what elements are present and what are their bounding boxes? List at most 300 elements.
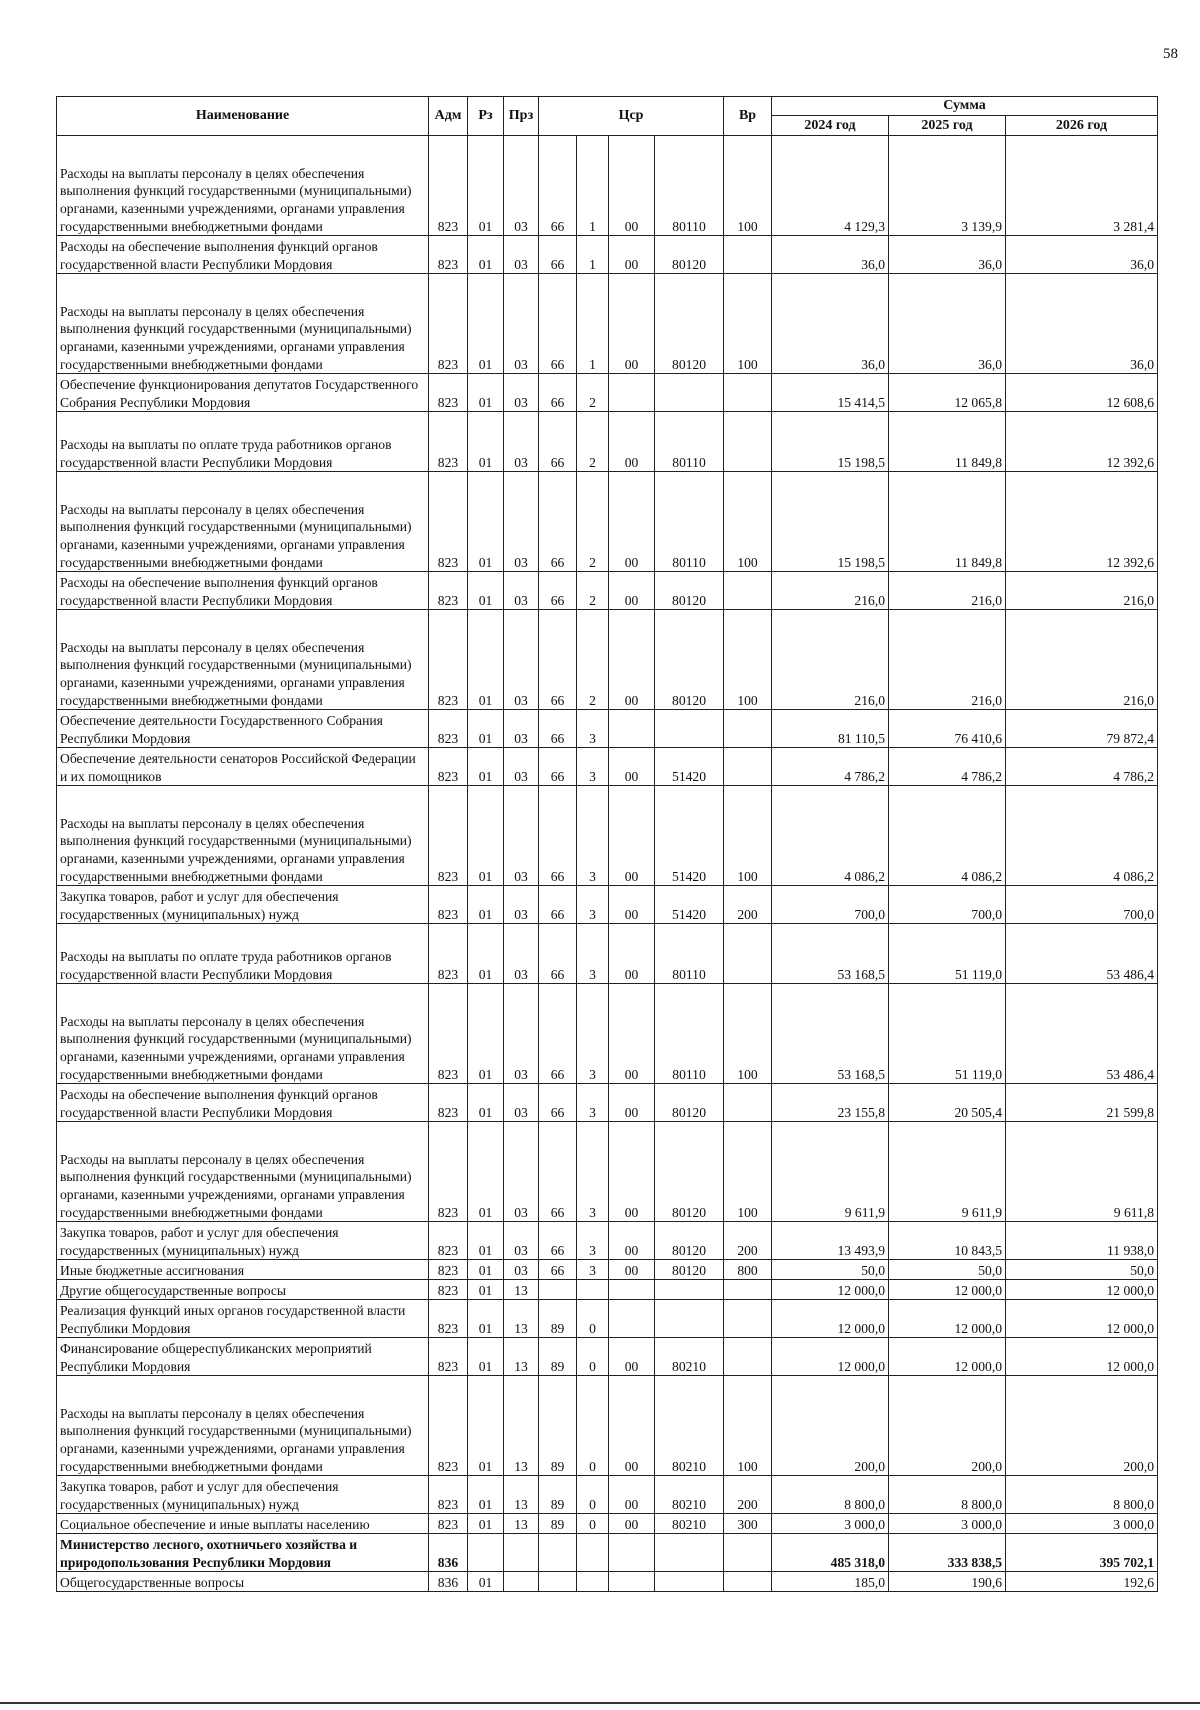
cell-csr-event: 00 — [609, 1514, 655, 1534]
cell-csr-direction: 80110 — [655, 472, 724, 572]
cell-sum-2025: 12 000,0 — [889, 1338, 1006, 1376]
cell-adm: 823 — [429, 572, 468, 610]
cell-vr — [724, 748, 772, 786]
cell-adm: 823 — [429, 1476, 468, 1514]
cell-csr-subprogram: 3 — [577, 1260, 609, 1280]
cell-sum-2026: 50,0 — [1006, 1260, 1158, 1280]
cell-sum-2024: 15 198,5 — [772, 412, 889, 472]
cell-csr-program: 89 — [539, 1476, 577, 1514]
cell-csr-program: 66 — [539, 274, 577, 374]
cell-sum-2026: 12 000,0 — [1006, 1280, 1158, 1300]
cell-csr-direction: 80120 — [655, 572, 724, 610]
cell-sum-2024: 4 129,3 — [772, 136, 889, 236]
cell-sum-2024: 12 000,0 — [772, 1300, 889, 1338]
cell-name: Расходы на выплаты по оплате труда работников органов государственной власти Республики Мордовия — [57, 924, 429, 984]
cell-rz: 01 — [468, 374, 504, 412]
cell-sum-2026: 700,0 — [1006, 886, 1158, 924]
cell-prz: 03 — [504, 274, 539, 374]
cell-adm: 823 — [429, 1084, 468, 1122]
cell-csr-subprogram: 3 — [577, 1222, 609, 1260]
cell-vr — [724, 1572, 772, 1592]
cell-name: Закупка товаров, работ и услуг для обеспечения государственных (муниципальных) нужд — [57, 1222, 429, 1260]
cell-csr-program: 66 — [539, 374, 577, 412]
cell-csr-subprogram: 2 — [577, 472, 609, 572]
cell-sum-2024: 36,0 — [772, 274, 889, 374]
cell-sum-2026: 21 599,8 — [1006, 1084, 1158, 1122]
cell-name: Расходы на выплаты персоналу в целях обеспечения выполнения функций государственными (муниципальными) органами, казенными учреждениями, органами управления государственными внебюджетными фондами — [57, 610, 429, 710]
cell-adm: 836 — [429, 1572, 468, 1592]
cell-rz: 01 — [468, 1572, 504, 1592]
cell-csr-subprogram — [577, 1572, 609, 1592]
cell-name: Министерство лесного, охотничьего хозяйства и природопользования Республики Мордовия — [57, 1534, 429, 1572]
cell-sum-2025: 216,0 — [889, 610, 1006, 710]
cell-csr-event: 00 — [609, 572, 655, 610]
cell-vr: 200 — [724, 1222, 772, 1260]
table-row — [57, 1476, 1158, 1514]
cell-csr-event: 00 — [609, 886, 655, 924]
cell-prz: 13 — [504, 1300, 539, 1338]
cell-csr-program: 66 — [539, 572, 577, 610]
cell-sum-2026: 11 938,0 — [1006, 1222, 1158, 1260]
cell-csr-direction: 80210 — [655, 1476, 724, 1514]
cell-name: Иные бюджетные ассигнования — [57, 1260, 429, 1280]
cell-csr-program: 89 — [539, 1300, 577, 1338]
cell-sum-2024: 485 318,0 — [772, 1534, 889, 1572]
cell-csr-program — [539, 1280, 577, 1300]
table-row — [57, 1084, 1158, 1122]
cell-rz: 01 — [468, 710, 504, 748]
cell-sum-2025: 36,0 — [889, 236, 1006, 274]
cell-sum-2026: 12 608,6 — [1006, 374, 1158, 412]
cell-csr-event: 00 — [609, 984, 655, 1084]
cell-vr: 800 — [724, 1260, 772, 1280]
cell-sum-2025: 10 843,5 — [889, 1222, 1006, 1260]
cell-csr-subprogram: 3 — [577, 748, 609, 786]
cell-csr-direction: 80120 — [655, 274, 724, 374]
cell-csr-event — [609, 710, 655, 748]
cell-sum-2024: 8 800,0 — [772, 1476, 889, 1514]
cell-prz: 13 — [504, 1376, 539, 1476]
cell-prz: 03 — [504, 748, 539, 786]
cell-csr-direction: 51420 — [655, 748, 724, 786]
cell-csr-subprogram: 3 — [577, 1122, 609, 1222]
cell-sum-2026: 8 800,0 — [1006, 1476, 1158, 1514]
cell-csr-program: 66 — [539, 886, 577, 924]
cell-sum-2026: 4 086,2 — [1006, 786, 1158, 886]
cell-vr — [724, 1534, 772, 1572]
cell-adm: 823 — [429, 1260, 468, 1280]
cell-rz: 01 — [468, 572, 504, 610]
header-year-2026: 2026 год — [1006, 116, 1158, 136]
table-row — [57, 1514, 1158, 1534]
cell-csr-program: 66 — [539, 610, 577, 710]
table-row — [57, 1260, 1158, 1280]
cell-csr-subprogram: 2 — [577, 412, 609, 472]
cell-prz: 03 — [504, 984, 539, 1084]
cell-rz — [468, 1534, 504, 1572]
cell-csr-program: 66 — [539, 748, 577, 786]
cell-vr — [724, 572, 772, 610]
cell-csr-event: 00 — [609, 1476, 655, 1514]
cell-name: Расходы на выплаты персоналу в целях обеспечения выполнения функций государственными (муниципальными) органами, казенными учреждениями, органами управления государственными внебюджетными фондами — [57, 786, 429, 886]
cell-sum-2024: 36,0 — [772, 236, 889, 274]
cell-sum-2024: 12 000,0 — [772, 1280, 889, 1300]
cell-prz: 03 — [504, 1122, 539, 1222]
cell-vr: 100 — [724, 1122, 772, 1222]
cell-csr-subprogram: 1 — [577, 236, 609, 274]
cell-adm: 823 — [429, 1514, 468, 1534]
cell-adm: 823 — [429, 136, 468, 236]
cell-name: Социальное обеспечение и иные выплаты населению — [57, 1514, 429, 1534]
table-row — [57, 1376, 1158, 1476]
cell-csr-direction — [655, 1572, 724, 1592]
cell-adm: 823 — [429, 1338, 468, 1376]
cell-csr-program: 66 — [539, 236, 577, 274]
cell-rz: 01 — [468, 472, 504, 572]
cell-csr-event: 00 — [609, 274, 655, 374]
cell-csr-event: 00 — [609, 412, 655, 472]
cell-sum-2024: 53 168,5 — [772, 984, 889, 1084]
cell-prz: 03 — [504, 236, 539, 274]
table-row — [57, 886, 1158, 924]
cell-csr-event: 00 — [609, 1260, 655, 1280]
cell-prz — [504, 1572, 539, 1592]
cell-vr — [724, 1084, 772, 1122]
cell-csr-event — [609, 1280, 655, 1300]
table-row — [57, 1300, 1158, 1338]
cell-vr — [724, 710, 772, 748]
cell-prz: 03 — [504, 886, 539, 924]
cell-adm: 823 — [429, 1122, 468, 1222]
cell-csr-event: 00 — [609, 1122, 655, 1222]
cell-rz: 01 — [468, 984, 504, 1084]
cell-prz: 03 — [504, 412, 539, 472]
cell-name: Финансирование общереспубликанских мероприятий Республики Мордовия — [57, 1338, 429, 1376]
cell-name: Общегосударственные вопросы — [57, 1572, 429, 1592]
cell-csr-direction — [655, 710, 724, 748]
cell-csr-subprogram: 3 — [577, 710, 609, 748]
table-row — [57, 572, 1158, 610]
cell-prz: 03 — [504, 710, 539, 748]
cell-name: Расходы на обеспечение выполнения функций органов государственной власти Республики Мордовия — [57, 572, 429, 610]
cell-csr-subprogram: 3 — [577, 886, 609, 924]
cell-adm: 836 — [429, 1534, 468, 1572]
cell-prz: 03 — [504, 572, 539, 610]
cell-csr-direction: 80210 — [655, 1338, 724, 1376]
cell-sum-2026: 12 000,0 — [1006, 1300, 1158, 1338]
cell-csr-subprogram: 1 — [577, 136, 609, 236]
cell-rz: 01 — [468, 1122, 504, 1222]
cell-csr-program: 89 — [539, 1338, 577, 1376]
cell-csr-subprogram: 2 — [577, 610, 609, 710]
cell-name: Другие общегосударственные вопросы — [57, 1280, 429, 1300]
cell-sum-2025: 20 505,4 — [889, 1084, 1006, 1122]
cell-csr-subprogram: 0 — [577, 1476, 609, 1514]
cell-csr-program: 66 — [539, 1260, 577, 1280]
cell-vr — [724, 1300, 772, 1338]
cell-adm: 823 — [429, 710, 468, 748]
header-csr: Цср — [539, 97, 724, 136]
header-prz: Прз — [504, 97, 539, 136]
table-row — [57, 984, 1158, 1084]
cell-sum-2025: 200,0 — [889, 1376, 1006, 1476]
cell-vr: 100 — [724, 274, 772, 374]
cell-csr-subprogram — [577, 1280, 609, 1300]
cell-csr-subprogram: 1 — [577, 274, 609, 374]
cell-csr-program: 66 — [539, 984, 577, 1084]
cell-csr-direction: 80110 — [655, 412, 724, 472]
cell-name: Расходы на выплаты по оплате труда работников органов государственной власти Республики Мордовия — [57, 412, 429, 472]
cell-prz: 03 — [504, 1222, 539, 1260]
cell-csr-program: 89 — [539, 1376, 577, 1476]
cell-vr: 100 — [724, 984, 772, 1084]
cell-name: Расходы на выплаты персоналу в целях обеспечения выполнения функций государственными (муниципальными) органами, казенными учреждениями, органами управления государственными внебюджетными фондами — [57, 136, 429, 236]
cell-name: Расходы на выплаты персоналу в целях обеспечения выполнения функций государственными (муниципальными) органами, казенными учреждениями, органами управления государственными внебюджетными фондами — [57, 274, 429, 374]
cell-sum-2025: 12 065,8 — [889, 374, 1006, 412]
cell-prz: 03 — [504, 472, 539, 572]
cell-rz: 01 — [468, 886, 504, 924]
cell-csr-direction — [655, 1300, 724, 1338]
cell-sum-2024: 185,0 — [772, 1572, 889, 1592]
cell-name: Расходы на выплаты персоналу в целях обеспечения выполнения функций государственными (муниципальными) органами, казенными учреждениями, органами управления государственными внебюджетными фондами — [57, 1122, 429, 1222]
header-sum: Сумма — [772, 97, 1158, 116]
cell-sum-2025: 700,0 — [889, 886, 1006, 924]
cell-vr: 100 — [724, 472, 772, 572]
cell-csr-event — [609, 1572, 655, 1592]
cell-sum-2024: 23 155,8 — [772, 1084, 889, 1122]
cell-csr-event: 00 — [609, 1222, 655, 1260]
cell-csr-program: 66 — [539, 786, 577, 886]
table-row — [57, 786, 1158, 886]
cell-csr-direction: 80110 — [655, 136, 724, 236]
cell-csr-event: 00 — [609, 1338, 655, 1376]
cell-prz: 13 — [504, 1280, 539, 1300]
cell-prz: 13 — [504, 1476, 539, 1514]
cell-sum-2025: 12 000,0 — [889, 1280, 1006, 1300]
cell-rz: 01 — [468, 1222, 504, 1260]
cell-sum-2026: 395 702,1 — [1006, 1534, 1158, 1572]
cell-sum-2025: 76 410,6 — [889, 710, 1006, 748]
cell-sum-2024: 15 414,5 — [772, 374, 889, 412]
cell-sum-2025: 190,6 — [889, 1572, 1006, 1592]
header-name: Наименование — [57, 97, 429, 136]
cell-sum-2026: 9 611,8 — [1006, 1122, 1158, 1222]
cell-csr-event: 00 — [609, 748, 655, 786]
cell-prz: 03 — [504, 924, 539, 984]
cell-rz: 01 — [468, 924, 504, 984]
cell-sum-2024: 3 000,0 — [772, 1514, 889, 1534]
table-row — [57, 1280, 1158, 1300]
cell-adm: 823 — [429, 610, 468, 710]
cell-adm: 823 — [429, 1222, 468, 1260]
cell-vr: 100 — [724, 1376, 772, 1476]
cell-rz: 01 — [468, 412, 504, 472]
cell-sum-2025: 8 800,0 — [889, 1476, 1006, 1514]
cell-rz: 01 — [468, 236, 504, 274]
header-rz: Рз — [468, 97, 504, 136]
cell-sum-2024: 4 786,2 — [772, 748, 889, 786]
cell-sum-2025: 9 611,9 — [889, 1122, 1006, 1222]
cell-vr: 100 — [724, 136, 772, 236]
table-row — [57, 610, 1158, 710]
cell-adm: 823 — [429, 924, 468, 984]
cell-sum-2025: 12 000,0 — [889, 1300, 1006, 1338]
cell-sum-2024: 50,0 — [772, 1260, 889, 1280]
cell-csr-event — [609, 1534, 655, 1572]
cell-sum-2025: 51 119,0 — [889, 984, 1006, 1084]
cell-adm: 823 — [429, 1300, 468, 1338]
cell-name: Реализация функций иных органов государственной власти Республики Мордовия — [57, 1300, 429, 1338]
cell-sum-2024: 4 086,2 — [772, 786, 889, 886]
cell-vr — [724, 374, 772, 412]
cell-csr-program: 66 — [539, 1222, 577, 1260]
cell-rz: 01 — [468, 1338, 504, 1376]
cell-csr-program: 66 — [539, 412, 577, 472]
cell-csr-event: 00 — [609, 610, 655, 710]
cell-csr-subprogram — [577, 1534, 609, 1572]
cell-sum-2024: 15 198,5 — [772, 472, 889, 572]
budget-table — [56, 96, 1158, 1592]
cell-csr-event: 00 — [609, 472, 655, 572]
cell-csr-subprogram: 2 — [577, 572, 609, 610]
cell-sum-2024: 13 493,9 — [772, 1222, 889, 1260]
cell-csr-program: 89 — [539, 1514, 577, 1534]
table-body — [57, 136, 1158, 1592]
cell-rz: 01 — [468, 274, 504, 374]
table-row — [57, 1222, 1158, 1260]
cell-csr-program: 66 — [539, 924, 577, 984]
cell-name: Обеспечение функционирования депутатов Государственного Собрания Республики Мордовия — [57, 374, 429, 412]
cell-sum-2026: 192,6 — [1006, 1572, 1158, 1592]
cell-vr: 100 — [724, 610, 772, 710]
cell-adm: 823 — [429, 274, 468, 374]
cell-csr-direction: 80210 — [655, 1376, 724, 1476]
cell-rz: 01 — [468, 1476, 504, 1514]
cell-csr-event: 00 — [609, 786, 655, 886]
page-number: 58 — [1163, 46, 1178, 62]
table-row — [57, 1534, 1158, 1572]
cell-csr-direction: 80120 — [655, 610, 724, 710]
cell-rz: 01 — [468, 1376, 504, 1476]
cell-sum-2025: 3 139,9 — [889, 136, 1006, 236]
cell-csr-subprogram: 0 — [577, 1300, 609, 1338]
cell-name: Закупка товаров, работ и услуг для обеспечения государственных (муниципальных) нужд — [57, 1476, 429, 1514]
cell-prz: 03 — [504, 1260, 539, 1280]
cell-sum-2025: 216,0 — [889, 572, 1006, 610]
cell-csr-direction: 80120 — [655, 1222, 724, 1260]
table-row — [57, 136, 1158, 236]
table-row — [57, 1572, 1158, 1592]
cell-vr: 200 — [724, 886, 772, 924]
cell-csr-direction: 80120 — [655, 236, 724, 274]
table-row — [57, 924, 1158, 984]
table-row — [57, 236, 1158, 274]
cell-csr-direction: 80110 — [655, 924, 724, 984]
cell-adm: 823 — [429, 412, 468, 472]
cell-csr-program: 66 — [539, 710, 577, 748]
cell-vr — [724, 1338, 772, 1376]
cell-adm: 823 — [429, 886, 468, 924]
cell-sum-2026: 53 486,4 — [1006, 924, 1158, 984]
cell-sum-2024: 700,0 — [772, 886, 889, 924]
cell-vr: 200 — [724, 1476, 772, 1514]
cell-csr-subprogram: 2 — [577, 374, 609, 412]
cell-adm: 823 — [429, 472, 468, 572]
cell-vr — [724, 412, 772, 472]
cell-sum-2025: 11 849,8 — [889, 472, 1006, 572]
cell-prz: 13 — [504, 1338, 539, 1376]
table-row — [57, 274, 1158, 374]
cell-csr-program: 66 — [539, 1084, 577, 1122]
cell-prz: 03 — [504, 786, 539, 886]
cell-sum-2026: 3 000,0 — [1006, 1514, 1158, 1534]
cell-name: Расходы на обеспечение выполнения функций органов государственной власти Республики Мордовия — [57, 1084, 429, 1122]
header-vr: Вр — [724, 97, 772, 136]
cell-rz: 01 — [468, 1280, 504, 1300]
cell-sum-2024: 53 168,5 — [772, 924, 889, 984]
cell-sum-2024: 9 611,9 — [772, 1122, 889, 1222]
cell-csr-event: 00 — [609, 1084, 655, 1122]
cell-rz: 01 — [468, 1260, 504, 1280]
cell-vr — [724, 924, 772, 984]
cell-prz — [504, 1534, 539, 1572]
cell-rz: 01 — [468, 748, 504, 786]
cell-sum-2025: 4 086,2 — [889, 786, 1006, 886]
cell-name: Расходы на обеспечение выполнения функций органов государственной власти Республики Мордовия — [57, 236, 429, 274]
cell-sum-2025: 11 849,8 — [889, 412, 1006, 472]
cell-name: Расходы на выплаты персоналу в целях обеспечения выполнения функций государственными (муниципальными) органами, казенными учреждениями, органами управления государственными внебюджетными фондами — [57, 1376, 429, 1476]
cell-name: Расходы на выплаты персоналу в целях обеспечения выполнения функций государственными (муниципальными) органами, казенными учреждениями, органами управления государственными внебюджетными фондами — [57, 472, 429, 572]
cell-sum-2026: 12 392,6 — [1006, 472, 1158, 572]
cell-adm: 823 — [429, 374, 468, 412]
cell-sum-2026: 200,0 — [1006, 1376, 1158, 1476]
cell-csr-event: 00 — [609, 1376, 655, 1476]
table-row — [57, 412, 1158, 472]
cell-prz: 03 — [504, 136, 539, 236]
cell-sum-2024: 216,0 — [772, 572, 889, 610]
cell-prz: 03 — [504, 610, 539, 710]
cell-sum-2025: 51 119,0 — [889, 924, 1006, 984]
cell-sum-2024: 81 110,5 — [772, 710, 889, 748]
cell-sum-2026: 53 486,4 — [1006, 984, 1158, 1084]
cell-sum-2025: 4 786,2 — [889, 748, 1006, 786]
cell-csr-direction — [655, 1534, 724, 1572]
cell-rz: 01 — [468, 1084, 504, 1122]
cell-adm: 823 — [429, 236, 468, 274]
header-year-2024: 2024 год — [772, 116, 889, 136]
cell-csr-program: 66 — [539, 472, 577, 572]
cell-sum-2024: 12 000,0 — [772, 1338, 889, 1376]
cell-adm: 823 — [429, 1376, 468, 1476]
cell-vr: 100 — [724, 786, 772, 886]
cell-csr-subprogram: 3 — [577, 786, 609, 886]
cell-sum-2026: 12 392,6 — [1006, 412, 1158, 472]
scan-border — [0, 1702, 1200, 1704]
cell-csr-direction — [655, 1280, 724, 1300]
cell-rz: 01 — [468, 136, 504, 236]
cell-csr-direction: 51420 — [655, 786, 724, 886]
table-row — [57, 472, 1158, 572]
table-row — [57, 1338, 1158, 1376]
cell-sum-2026: 3 281,4 — [1006, 136, 1158, 236]
cell-sum-2025: 50,0 — [889, 1260, 1006, 1280]
cell-csr-subprogram: 3 — [577, 924, 609, 984]
cell-csr-subprogram: 0 — [577, 1514, 609, 1534]
cell-sum-2026: 36,0 — [1006, 274, 1158, 374]
cell-csr-direction: 80120 — [655, 1084, 724, 1122]
cell-sum-2025: 36,0 — [889, 274, 1006, 374]
cell-vr — [724, 236, 772, 274]
